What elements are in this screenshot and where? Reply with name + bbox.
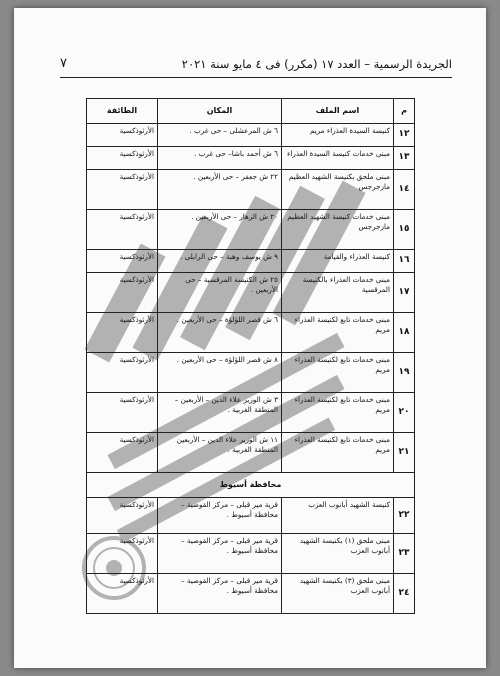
table-row (87, 534, 415, 574)
section-row (87, 473, 415, 498)
table-row (87, 250, 415, 273)
row-place: ٢٢ ش جعفر – حى الأربعين . (158, 170, 282, 210)
buildings-table (86, 98, 415, 614)
row-place: قرية مير قبلى – مركز القوصية – محافظة أسيوط . (158, 534, 282, 574)
row-place: قرية مير قبلى – مركز القوصية – محافظة أسيوط . (158, 574, 282, 614)
row-name: مبنى خدمات العذراء بالكنيسة المرقسية (282, 273, 394, 313)
document-page (14, 8, 486, 668)
row-place: ٦ ش قصر اللؤلؤة – حى الأربعين . (158, 313, 282, 353)
row-number: ١٤ (394, 170, 415, 210)
row-sect: الأرثوذكسية (87, 574, 158, 614)
column-header-sect: الطائفة (87, 99, 158, 124)
row-number: ٢١ (394, 433, 415, 473)
row-sect: الأرثوذكسية (87, 124, 158, 147)
row-name: مبنى ملحق (٣) بكنيسة الشهيد أبانوب العزب (282, 574, 394, 614)
row-place: ٩ ش يوسف وهبة – حى الرابلى . (158, 250, 282, 273)
row-name: مبنى خدمات تابع لكنيسة العذراء مريم (282, 433, 394, 473)
row-name: مبنى خدمات تابع لكنيسة العذراء مريم (282, 313, 394, 353)
table-row (87, 393, 415, 433)
row-sect: الأرثوذكسية (87, 147, 158, 170)
row-place: ٢٠ ش الزهار – حى الأربعين . (158, 210, 282, 250)
row-number: ١٢ (394, 124, 415, 147)
row-number: ٢٢ (394, 498, 415, 534)
table-row (87, 353, 415, 393)
row-number: ٢٣ (394, 534, 415, 574)
row-number: ٢٤ (394, 574, 415, 614)
row-place: ٦ ش أحمد باشا– حى غرب . (158, 147, 282, 170)
table-row (87, 433, 415, 473)
row-number: ١٥ (394, 210, 415, 250)
row-name: كنيسة السيدة العذراء مريم (282, 124, 394, 147)
row-name: مبنى خدمات تابع لكنيسة العذراء مريم (282, 393, 394, 433)
table-row (87, 147, 415, 170)
table-row (87, 498, 415, 534)
row-name: مبنى ملحق (١) بكنيسة الشهيد أبانوب العزب (282, 534, 394, 574)
table-row (87, 313, 415, 353)
row-number: ١٩ (394, 353, 415, 393)
column-header-place: المكان (158, 99, 282, 124)
row-number: ١٣ (394, 147, 415, 170)
row-name: مبنى خدمات كنيسة الشهيد العظيم مارجرجس (282, 210, 394, 250)
row-sect: الأرثوذكسية (87, 498, 158, 534)
row-place: ٣ ش الوزير علاء الدين – الأربعين – المنطقة الغربية . (158, 393, 282, 433)
row-sect: الأرثوذكسية (87, 433, 158, 473)
table-row (87, 124, 415, 147)
row-name: كنيسة العذراء والقيامة (282, 250, 394, 273)
row-number: ١٦ (394, 250, 415, 273)
row-sect: الأرثوذكسية (87, 353, 158, 393)
row-sect: الأرثوذكسية (87, 210, 158, 250)
row-sect: الأرثوذكسية (87, 393, 158, 433)
section-title: محافظة أسيوط (87, 473, 415, 498)
row-number: ١٧ (394, 273, 415, 313)
row-place: ٢٥ ش الكنيسة المرقسية – حى الأربعين . (158, 273, 282, 313)
column-header-number: م (394, 99, 415, 124)
row-sect: الأرثوذكسية (87, 170, 158, 210)
row-name: مبنى خدمات كنيسة السيدة العذراء (282, 147, 394, 170)
table-row (87, 210, 415, 250)
column-header-name: اسم الملف (282, 99, 394, 124)
row-place: ٨ ش قصر اللؤلؤة – حى الأربعين . (158, 353, 282, 393)
row-number: ١٨ (394, 313, 415, 353)
table-row (87, 273, 415, 313)
table-row (87, 170, 415, 210)
page-number: ٧ (60, 56, 67, 71)
table-header-row (87, 99, 415, 124)
row-name: مبنى خدمات تابع لكنيسة العذراء مريم (282, 353, 394, 393)
row-place: قرية مير قبلى – مركز القوصية – محافظة أسيوط . (158, 498, 282, 534)
row-number: ٢٠ (394, 393, 415, 433)
table-row (87, 574, 415, 614)
row-sect: الأرثوذكسية (87, 273, 158, 313)
row-name: مبنى ملحق بكنيسة الشهيد العظيم مارجرجس (282, 170, 394, 210)
gazette-title: الجريدة الرسمية – العدد ١٧ (مكرر) فى ٤ مايو سنة ٢٠٢١ (181, 57, 452, 71)
row-name: كنيسة الشهيد أبانوب العزب (282, 498, 394, 534)
row-sect: الأرثوذكسية (87, 250, 158, 273)
row-place: ١١ ش الوزير علاء الدين – الأربعين المنطقة الغربية . (158, 433, 282, 473)
row-sect: الأرثوذكسية (87, 313, 158, 353)
row-place: ٦ ش المرعشلى – حى غرب . (158, 124, 282, 147)
page-header (60, 57, 452, 78)
row-sect: الأرثوذكسية (87, 534, 158, 574)
